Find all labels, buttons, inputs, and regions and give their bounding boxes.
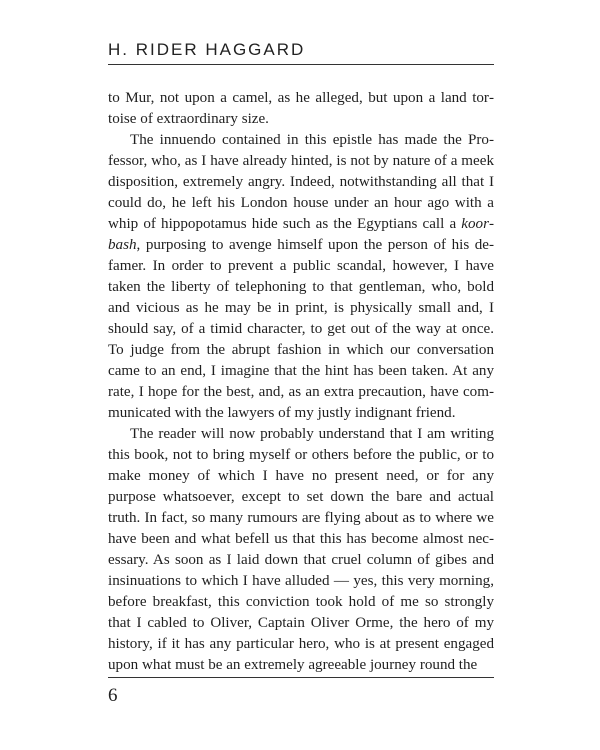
italic-term: koorbash xyxy=(108,216,494,253)
paragraph-reader: The reader will now probably understand that I am writing this book, not to bring myself or others before the public, or to make money of which I have no present need, or for any purpose whatsoever, except to set down the bare and actual truth. In fact, so many rumours are flying about as to where we have been and what befell us that this has become almost necessary. As soon as I laid down that cruel column of gibes and insinuations to which I have alluded — yes, this very morning, before breakfast, this conviction took hold of me so strongly that I cabled to Oliver, Captain Oliver Orme, the hero of my history, if it has any particular hero, who is at present engaged upon what must be an extremely agreeable journey round the xyxy=(108,426,494,673)
header-rule xyxy=(108,64,494,65)
running-head: H. RIDER HAGGARD xyxy=(108,40,306,59)
paragraph-text: The innuendo contained in this epistle has made the Professor, who, as I have already hinted, is not by nature of a meek disposition, extremely angry. Indeed, notwithstanding all that I could do, he left his London house under an hour ago with a whip of hippopotamus hide such as the Egyptians call a xyxy=(108,132,494,232)
page-body xyxy=(108,88,494,676)
paragraph-text: , purposing to avenge himself upon the person of his defamer. In order to prevent a public scandal, however, I have taken the liberty of telephoning to that gentleman, who, bold and vicious as he may be in print, is physically small and, I should say, of a timid character, to get out of the way at once. To judge from the abrupt fashion in which our conversation came to an end, I imagine that the hint has been taken. At any rate, I hope for the best, and, as an extra precaution, have communicated with the lawyers of my justly indignant friend. xyxy=(108,237,494,421)
page-number: 6 xyxy=(108,685,118,706)
paragraph-innuendo xyxy=(108,130,494,424)
footer-rule xyxy=(108,677,494,678)
paragraph-continuation: to Mur, not upon a camel, as he alleged, but upon a land tortoise of extraordinary size. xyxy=(108,90,494,127)
